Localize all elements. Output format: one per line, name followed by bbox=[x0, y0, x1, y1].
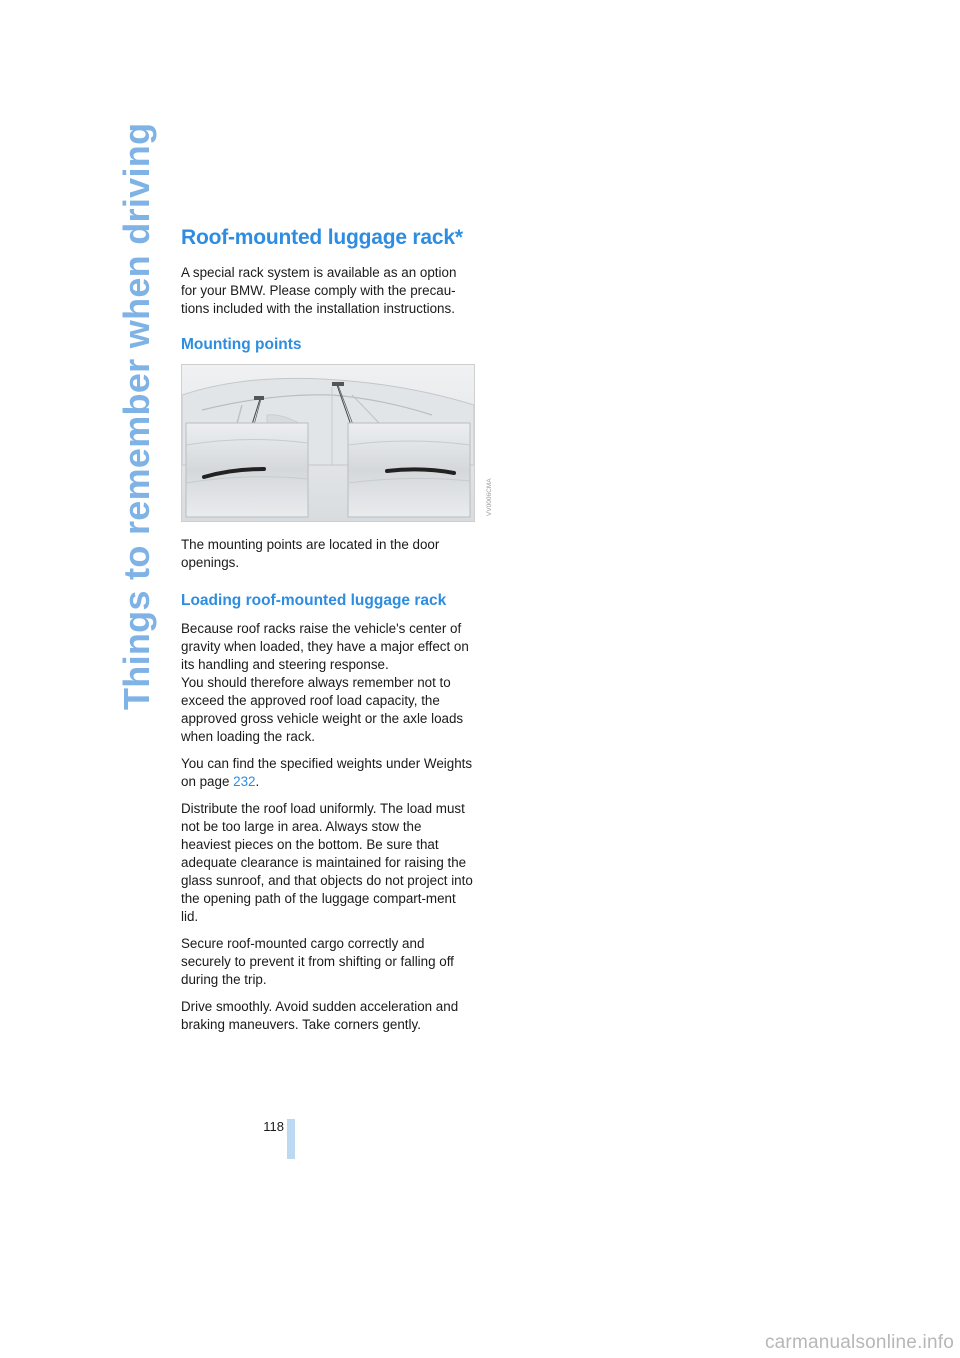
page-marker-bar bbox=[287, 1119, 295, 1159]
mounting-caption: The mounting points are located in the door openings. bbox=[181, 537, 440, 570]
loading-paragraph-1: Because roof racks raise the vehicle's center of gravity when loaded, they have a major effect on its handling and steering response. bbox=[181, 621, 469, 672]
intro-paragraph: A special rack system is available as an option for your BMW. Please comply with the precau-tions included with the installation instructions. bbox=[181, 265, 457, 316]
main-content bbox=[181, 226, 475, 1043]
car-roof-illustration bbox=[182, 365, 474, 521]
weights-suffix: . bbox=[255, 774, 260, 789]
page-number: 118 bbox=[263, 1119, 284, 1134]
section-title: Roof-mounted luggage rack* bbox=[181, 226, 463, 249]
loading-heading: Loading roof-mounted luggage rack bbox=[181, 592, 447, 609]
loading-paragraph-5: Secure roof-mounted cargo correctly and securely to prevent it from shifting or falling off during the trip. bbox=[181, 936, 454, 987]
loading-paragraph-6: Drive smoothly. Avoid sudden acceleration and braking maneuvers. Take corners gently. bbox=[181, 999, 459, 1032]
mounting-points-heading: Mounting points bbox=[181, 336, 302, 353]
figure-code bbox=[477, 470, 493, 516]
page-232-link[interactable]: 232 bbox=[233, 774, 256, 789]
watermark: carmanualsonline.info bbox=[764, 1332, 954, 1353]
mounting-points-figure bbox=[181, 364, 475, 522]
loading-paragraph-2: You should therefore always remember not to exceed the approved roof load capacity, the approved gross vehicle weight or the axle loads when loading the rack. bbox=[181, 675, 464, 744]
loading-paragraph-3 bbox=[181, 755, 475, 791]
chapter-side-title bbox=[110, 122, 160, 710]
chapter-title-text: Things to remember when driving bbox=[116, 122, 157, 710]
weights-text: You can find the specified weights under Weights on page bbox=[181, 756, 473, 789]
figure-code-text: VV0006CMA bbox=[486, 478, 493, 516]
loading-paragraph-4: Distribute the roof load uniformly. The load must not be too large in area. Always stow the heaviest pieces on the bottom. Be sure that adequate clearance is maintained for raising the glass sunroof, and that objects do not project into the opening path of the luggage compart-ment lid. bbox=[181, 801, 473, 924]
